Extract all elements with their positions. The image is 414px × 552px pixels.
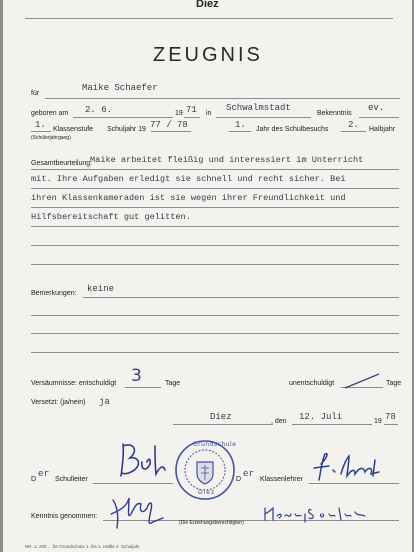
principal-prefix: D — [31, 476, 37, 483]
guardian-caption: (Die Erziehungsberechtigten) — [179, 520, 244, 526]
absences-label: Versäumnisse: entschuldigt — [31, 380, 117, 387]
remarks-line-3 — [31, 333, 399, 334]
issue-place: Diez — [210, 412, 232, 422]
assessment-line-5 — [31, 245, 399, 246]
issue-year: 78 — [385, 412, 396, 422]
issue-date-line — [292, 424, 372, 425]
seal-text: Grundschule — [193, 441, 237, 448]
guardian-signature-1 — [107, 492, 167, 532]
certificate-page — [3, 0, 412, 552]
religion-label: Bekenntnis — [317, 110, 352, 117]
principal-signature — [115, 440, 167, 484]
promotion-label: Versetzt: (ja/nein) — [31, 399, 86, 406]
remarks-line-1 — [83, 297, 399, 298]
student-name: Maike Schaefer — [82, 83, 158, 93]
excused-line — [125, 387, 161, 388]
school-year-value: 77 / 78 — [150, 120, 188, 130]
half-year-value: 2. — [348, 120, 359, 130]
attendance-year-label: Jahr des Schulbesuchs — [256, 126, 329, 133]
assessment-text-3: ihren Klassenkameraden ist sie wegen ihrer Freundlichkeit und — [31, 193, 346, 203]
grade-sublabel: (Schülerjahrgang) — [31, 135, 71, 141]
assessment-line-6 — [31, 264, 399, 265]
religion-line — [359, 117, 399, 118]
issue-date: 12. Juli — [299, 412, 343, 422]
birth-date-line — [73, 117, 173, 118]
teacher-signature — [309, 450, 389, 484]
name-line — [45, 98, 400, 99]
birth-year: 71 — [186, 105, 197, 115]
teacher-article: er — [243, 469, 254, 479]
teacher-label: Klassenlehrer — [260, 476, 303, 483]
grade-label: Klassenstufe — [53, 126, 94, 133]
assessment-line-4 — [31, 226, 399, 227]
grade-value: 1. — [35, 120, 46, 130]
assessment-label: Gesamtbeurteilung: — [31, 160, 93, 167]
half-year-line — [341, 131, 366, 132]
assessment-text-2: mit. Ihre Aufgaben erledigt sie schnell und recht sicher. Bei — [31, 174, 346, 184]
school-year-line — [151, 131, 191, 132]
assessment-line-3 — [31, 207, 399, 208]
half-year-label: Halbjahr — [369, 126, 396, 133]
for-label: für — [31, 90, 40, 97]
principal-label: Schulleiter — [55, 476, 88, 483]
document-title: ZEUGNIS — [153, 44, 263, 66]
born-label: geboren am — [31, 110, 69, 117]
issue-place-line — [173, 424, 273, 425]
seal-place: Diez — [198, 489, 216, 496]
grade-line — [31, 131, 51, 132]
unexcused-days-label: Tage — [386, 380, 402, 387]
remarks-label: Bemerkungen: — [31, 290, 77, 297]
teacher-prefix: D — [236, 476, 242, 483]
header-rule — [25, 18, 393, 19]
assessment-text-4: Hilfsbereitschaft gut gelitten. — [31, 212, 191, 222]
remarks-line-2 — [31, 315, 399, 316]
birth-year-line — [184, 117, 200, 118]
principal-article: er — [38, 469, 49, 479]
assessment-line-1 — [31, 169, 399, 170]
birthplace-line — [216, 117, 311, 118]
unexcused-label: unentschuldigt — [289, 380, 335, 387]
birth-place: Schwalmstadt — [226, 103, 291, 113]
issue-year-line — [384, 424, 398, 425]
birth-day-month: 2. 6. — [85, 105, 113, 115]
religion-value: ev. — [368, 103, 385, 113]
remarks-value: keine — [87, 284, 115, 294]
excused-days: 3 — [131, 366, 142, 386]
issue-year-prefix: 19 — [374, 418, 382, 425]
issue-date-label: , den — [271, 418, 287, 425]
birth-year-prefix: 19 — [175, 110, 183, 117]
attendance-year-line — [229, 131, 251, 132]
guardian-label: Kenntnis genommen: — [31, 513, 98, 520]
assessment-text-1: Maike arbeitet fleißig und interessiert im Unterricht — [90, 155, 364, 165]
remarks-line-4 — [31, 352, 399, 353]
guardian-signature-2 — [261, 502, 371, 524]
birthplace-in-label: in — [206, 110, 212, 117]
assessment-line-2 — [31, 188, 399, 189]
form-footer: NR. 1. 200 ... für Grundschule 1. bis 1. Hälfte 2. Schuljahr — [25, 544, 140, 549]
unexcused-dash-stroke — [343, 372, 381, 390]
excused-days-label: Tage — [165, 380, 181, 387]
school-year-label: Schuljahr 19 — [107, 126, 146, 133]
promotion-value: ja — [99, 397, 110, 407]
school-name: Diez — [196, 0, 219, 10]
attendance-year-value: 1. — [235, 120, 246, 130]
